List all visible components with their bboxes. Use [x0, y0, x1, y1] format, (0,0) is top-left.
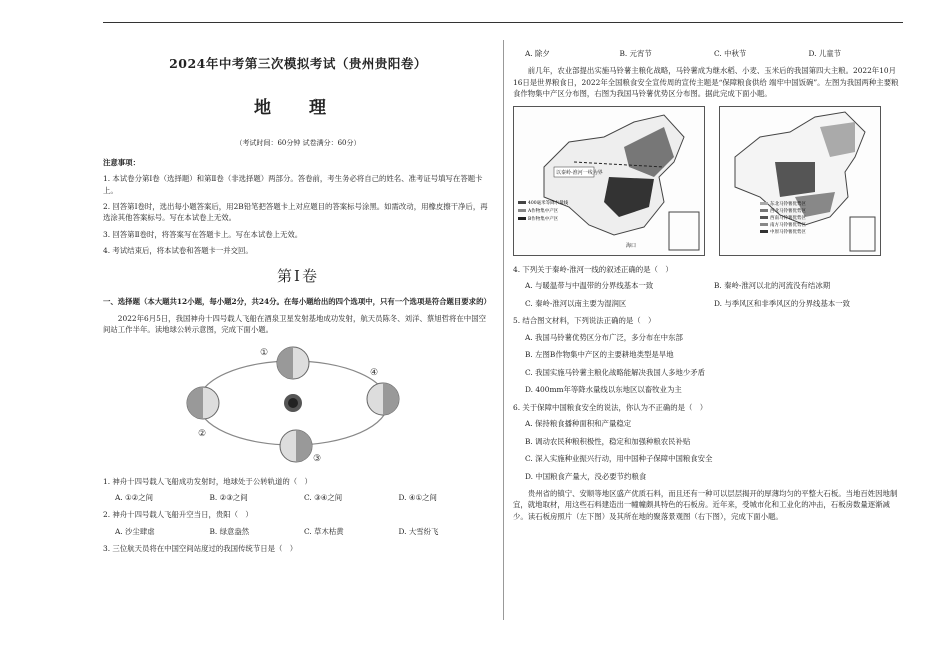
earth-right-icon [367, 383, 399, 415]
legend-item: 西南马铃薯优势区 [770, 215, 806, 221]
option[interactable]: C. 秦岭-淮河以南主要为湿润区 [525, 298, 627, 308]
option[interactable]: B. 元宵节 [619, 49, 652, 58]
note-item: 4. 考试结束后，将本试卷和答题卡一并交回。 [103, 246, 253, 256]
orbit-label-4: ④ [370, 367, 379, 378]
option[interactable]: B. 秦岭-淮河以北的河流没有结冰期 [714, 281, 831, 291]
right-column [513, 48, 903, 527]
exam-title: 2024年中考第三次模拟考试（贵州贵阳卷） [169, 56, 427, 71]
option[interactable]: A. 保持粮食播种面积和产量稳定 [525, 419, 632, 429]
notes-heading: 注意事项： [103, 157, 140, 167]
map-label-haikou: 海口 [626, 242, 637, 249]
earth-left-icon [187, 387, 219, 419]
orbit-label-1: ① [260, 347, 269, 358]
question-4-options-row1 [525, 280, 903, 291]
question-3-options [525, 48, 903, 59]
legend-item: 东北马铃薯优势区 [770, 201, 806, 207]
section-heading: 第Ⅰ卷 [277, 266, 319, 285]
option[interactable]: C. 草木枯黄 [304, 526, 344, 536]
option[interactable]: A. ①②之间 [115, 492, 154, 502]
earth-bottom-icon [280, 430, 312, 462]
orbit-svg [178, 341, 408, 466]
option[interactable]: A. 沙尘肆虐 [115, 526, 155, 536]
option[interactable]: C. 我国实施马铃薯主粮化战略能解决我国人多地少矛盾 [525, 367, 706, 377]
option[interactable]: D. ④①之间 [398, 492, 437, 502]
legend-item: A作物集中产区 [528, 208, 559, 214]
question-6-stem: 6. 关于保障中国粮食安全的说法，你认为不正确的是（ ） [513, 402, 708, 412]
option[interactable]: D. 儿童节 [808, 49, 842, 58]
legend-item: B作物集中产区 [528, 216, 559, 222]
earth-top-icon [277, 347, 309, 379]
crop-map-svg [514, 107, 704, 255]
option[interactable]: B. 绿意盎然 [209, 526, 250, 536]
column-divider [503, 40, 504, 620]
section-instruction: 一、选择题（本大题共12小题，每小题2分，共24分。在每小题给出的四个选项中，只有一个选项是符合题目要求的） [103, 297, 491, 307]
left-column [103, 48, 493, 560]
earth-orbit-diagram [178, 341, 408, 466]
map-label-qinling: 以秦岭-淮河一线为界 [556, 169, 603, 176]
orbit-label-3: ③ [313, 453, 322, 464]
header-rule [103, 22, 903, 23]
option[interactable]: D. 与季风区和非季风区的分界线基本一致 [714, 298, 851, 308]
potato-region-map [719, 106, 881, 256]
question-1-options [115, 492, 493, 503]
exam-meta: （考试时间：60分钟 试卷满分：60分） [235, 138, 361, 147]
legend-item: 西北马铃薯优势区 [770, 208, 806, 214]
passage-potato: 前几年，农业部提出实施马铃薯主粮化战略，马铃薯成为继水稻、小麦、玉米后的我国第四大主粮。2022年10月16日是世界粮食日，2022年全国粮食安全宣传周的宣传主题是“保障粮食供给 端牢中国饭碗”。左图为我国两种主要粮食作物集中产区分布图，右图为我国马铃薯优势区分布图。据此完成下面小题。 [513, 66, 899, 99]
option[interactable]: A. 与暖温带与中温带的分界线基本一致 [525, 281, 654, 291]
option[interactable]: A. 我国马铃薯优势区分布广泛，多分布在中东部 [525, 332, 683, 342]
exam-subject: 地 理 [254, 98, 342, 119]
question-1-stem: 1. 神舟十四号载人飞船成功发射时，地球处于公转轨道的（ ） [103, 476, 312, 486]
potato-map-svg [720, 107, 880, 255]
question-2-options [115, 526, 493, 537]
legend-item: 南方马铃薯优势区 [770, 222, 806, 228]
passage-stone-house: 贵州省的镇宁、安顺等地区盛产优质石料，而且还有一种可以层层揭开的厚薄均匀的平整大石板。当地百姓因地制宜，就地取材，用这些石料建造出一幢幢颇具特色的石板房。近年来，受城市化和工业化的冲击，石板房数量逐渐减少。读石板房照片（左下图）及其所在地的聚落景观图（右下图），完成下面小题。 [513, 488, 898, 521]
note-item: 3. 回答第Ⅱ卷时，将答案写在答题卡上。写在本试卷上无效。 [103, 229, 303, 239]
option[interactable]: B. 左图B作物集中产区的主要耕地类型是旱地 [525, 350, 674, 360]
maps-row [513, 106, 903, 256]
option[interactable]: B. 调动农民种粮积极性，稳定和加强种粮农民补贴 [525, 436, 691, 446]
option[interactable]: D. 中国粮食产量大，没必要节约粮食 [525, 471, 647, 481]
crop-region-map [513, 106, 705, 256]
note-item: 1. 本试卷分第Ⅰ卷（选择题）和第Ⅱ卷（非选择题）两部分。答卷前，考生务必将自己的姓名、准考证号填写在答题卡上。 [103, 174, 483, 195]
option[interactable]: D. 400mm年等降水量线以东地区以畜牧业为主 [525, 385, 682, 395]
question-3-stem: 3. 三位航天员将在中国空间站度过的我国传统节日是（ ） [103, 544, 298, 554]
legend-item: 400毫米等降水量线 [528, 200, 569, 206]
question-2-stem: 2. 神舟十四号载人飞船升空当日，贵阳（ ） [103, 510, 253, 520]
question-4-stem: 4. 下列关于秦岭-淮河一线的叙述正确的是（ ） [513, 264, 673, 274]
legend-item: 中原马铃薯优势区 [770, 229, 806, 235]
option[interactable]: C. 中秋节 [714, 49, 747, 58]
question-4-options-row2 [525, 298, 903, 309]
option[interactable]: B. ②③之间 [209, 492, 248, 502]
orbit-label-2: ② [198, 428, 207, 439]
option[interactable]: C. ③④之间 [304, 492, 343, 502]
option[interactable]: A. 除夕 [525, 49, 550, 58]
option[interactable]: D. 大雪纷飞 [398, 526, 439, 536]
option[interactable]: C. 深入实施种业振兴行动，用中国种子保障中国粮食安全 [525, 454, 713, 464]
note-item: 2. 回答第Ⅰ卷时，选出每小题答案后，用2B铅笔把答题卡上对应题目的答案标号涂黑。如需改动，用橡皮擦干净后，再选涂其他答案标号。写在本试卷上无效。 [103, 201, 488, 223]
passage-shenzhou: 2022年6月5日，我国神舟十四号载人飞船在酒泉卫星发射基地成功发射，航天员陈冬、刘洋、蔡旭哲将在中国空间站工作半年。读地球公转示意图，完成下面小题。 [103, 313, 486, 335]
question-5-stem: 5. 结合图文材料，下列说法正确的是（ ） [513, 316, 656, 326]
